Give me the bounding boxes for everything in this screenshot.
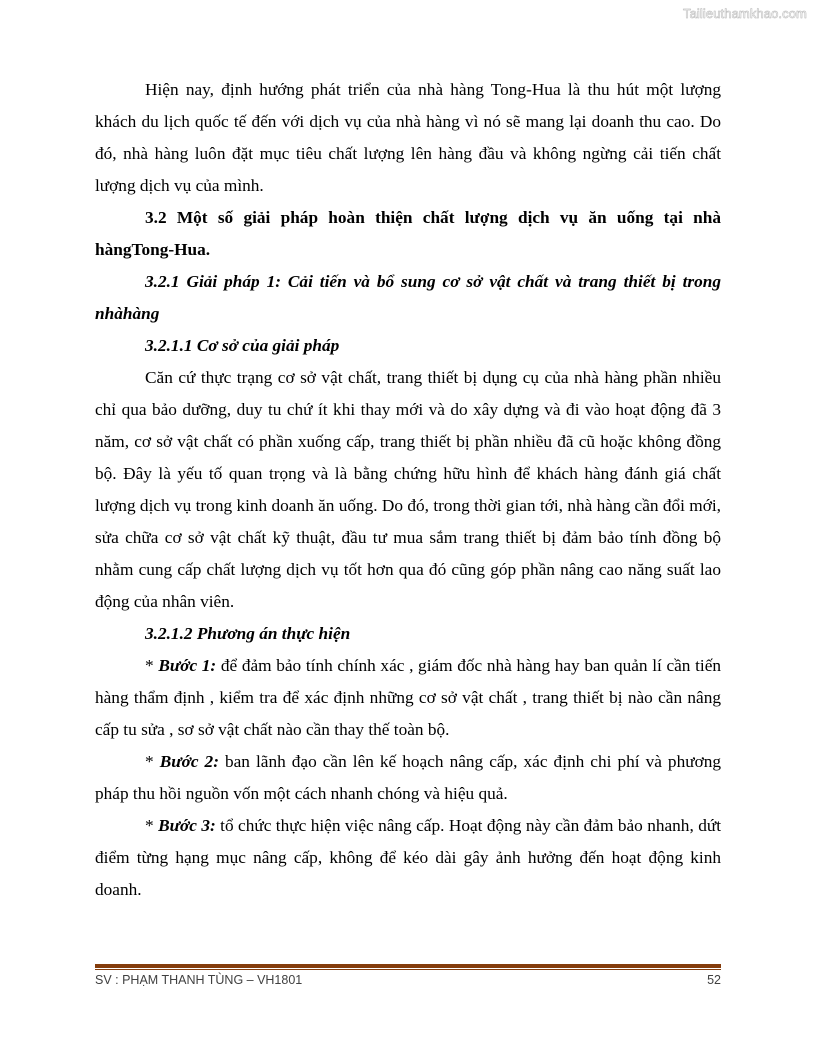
step-bullet: * [145,752,160,771]
page-footer [95,973,721,987]
step-1-paragraph [95,650,721,746]
page-body [95,74,721,906]
subsection-heading-3-2-1: 3.2.1 Giải pháp 1: Cải tiến và bổ sung cơ sở vật chất và trang thiết bị trong nhàhàng [95,272,721,323]
footer-rule-thick [95,964,721,968]
step-2-paragraph [95,746,721,810]
footer-author: SV : PHẠM THANH TÙNG – VH1801 [95,973,303,987]
subsubsection-heading-3-2-1-1: 3.2.1.1 Cơ sở của giải pháp [145,336,340,355]
step-bullet: * [145,656,159,675]
step-bullet: * [145,816,159,835]
step-text: tổ chức thực hiện việc nâng cấp. Hoạt động này cần đảm bảo nhanh, dứt điểm từng hạng mục nâng cấp, không để kéo dài gây ảnh hưởng đến hoạt động kinh doanh. [95,816,722,899]
footer-divider [95,964,721,970]
subsubsection-heading-3-2-1-2: 3.2.1.2 Phương án thực hiện [145,624,351,643]
intro-paragraph: Hiện nay, định hướng phát triển của nhà hàng Tong-Hua là thu hút một lượng khách du lịch quốc tế đến với dịch vụ của nhà hàng vì nó sẽ mang lại doanh thu cao. Do đó, nhà hàng luôn đặt mục tiêu chất lượng lên hàng đầu và không ngừng cải tiến chất lượng dịch vụ của mình. [95,80,721,195]
step-text: ban lãnh đạo cần lên kế hoạch nâng cấp, xác định chi phí và phương pháp thu hồi nguồn vốn một cách nhanh chóng và hiệu quả. [95,752,721,803]
basis-paragraph: Căn cứ thực trạng cơ sở vật chất, trang thiết bị dụng cụ của nhà hàng phần nhiều chỉ qua bảo dưỡng, duy tu chứ ít khi thay mới và do xây dựng và đi vào hoạt động đã 3 năm, cơ sở vật chất có phần xuống cấp, trang thiết bị phần nhiều đã cũ hoặc không đồng bộ. Đây là yếu tố quan trọng và là bằng chứng hữu hình để khách hàng đánh giá chất lượng dịch vụ trong kinh doanh ăn uống. Do đó, trong thời gian tới, nhà hàng cần đổi mới, sửa chữa cơ sở vật chất kỹ thuật, đầu tư mua sắm trang thiết bị đảm bảo tính đồng bộ nhằm cung cấp chất lượng dịch vụ tốt hơn qua đó cũng góp phần nâng cao năng suất lao động của nhân viên. [95,368,721,611]
step-label: Bước 2: [159,752,219,771]
step-text: để đảm bảo tính chính xác , giám đốc nhà hàng hay ban quản lí cần tiến hàng thẩm định , kiểm tra để xác định những cơ sở vật chất , trang thiết bị nào cần nâng cấp tu sửa , sơ sở vật chất nào cần thay thế toàn bộ. [95,656,722,739]
step-label: Bước 1: [158,656,217,675]
page-number: 52 [707,973,721,987]
step-label: Bước 3: [158,816,216,835]
step-3-paragraph [95,810,721,906]
footer-rule-thin [95,969,721,970]
section-heading-3-2: 3.2 Một số giải pháp hoàn thiện chất lượng dịch vụ ăn uống tại nhà hàngTong-Hua. [95,208,721,259]
watermark: Tailieuthamkhao.com [682,6,807,21]
